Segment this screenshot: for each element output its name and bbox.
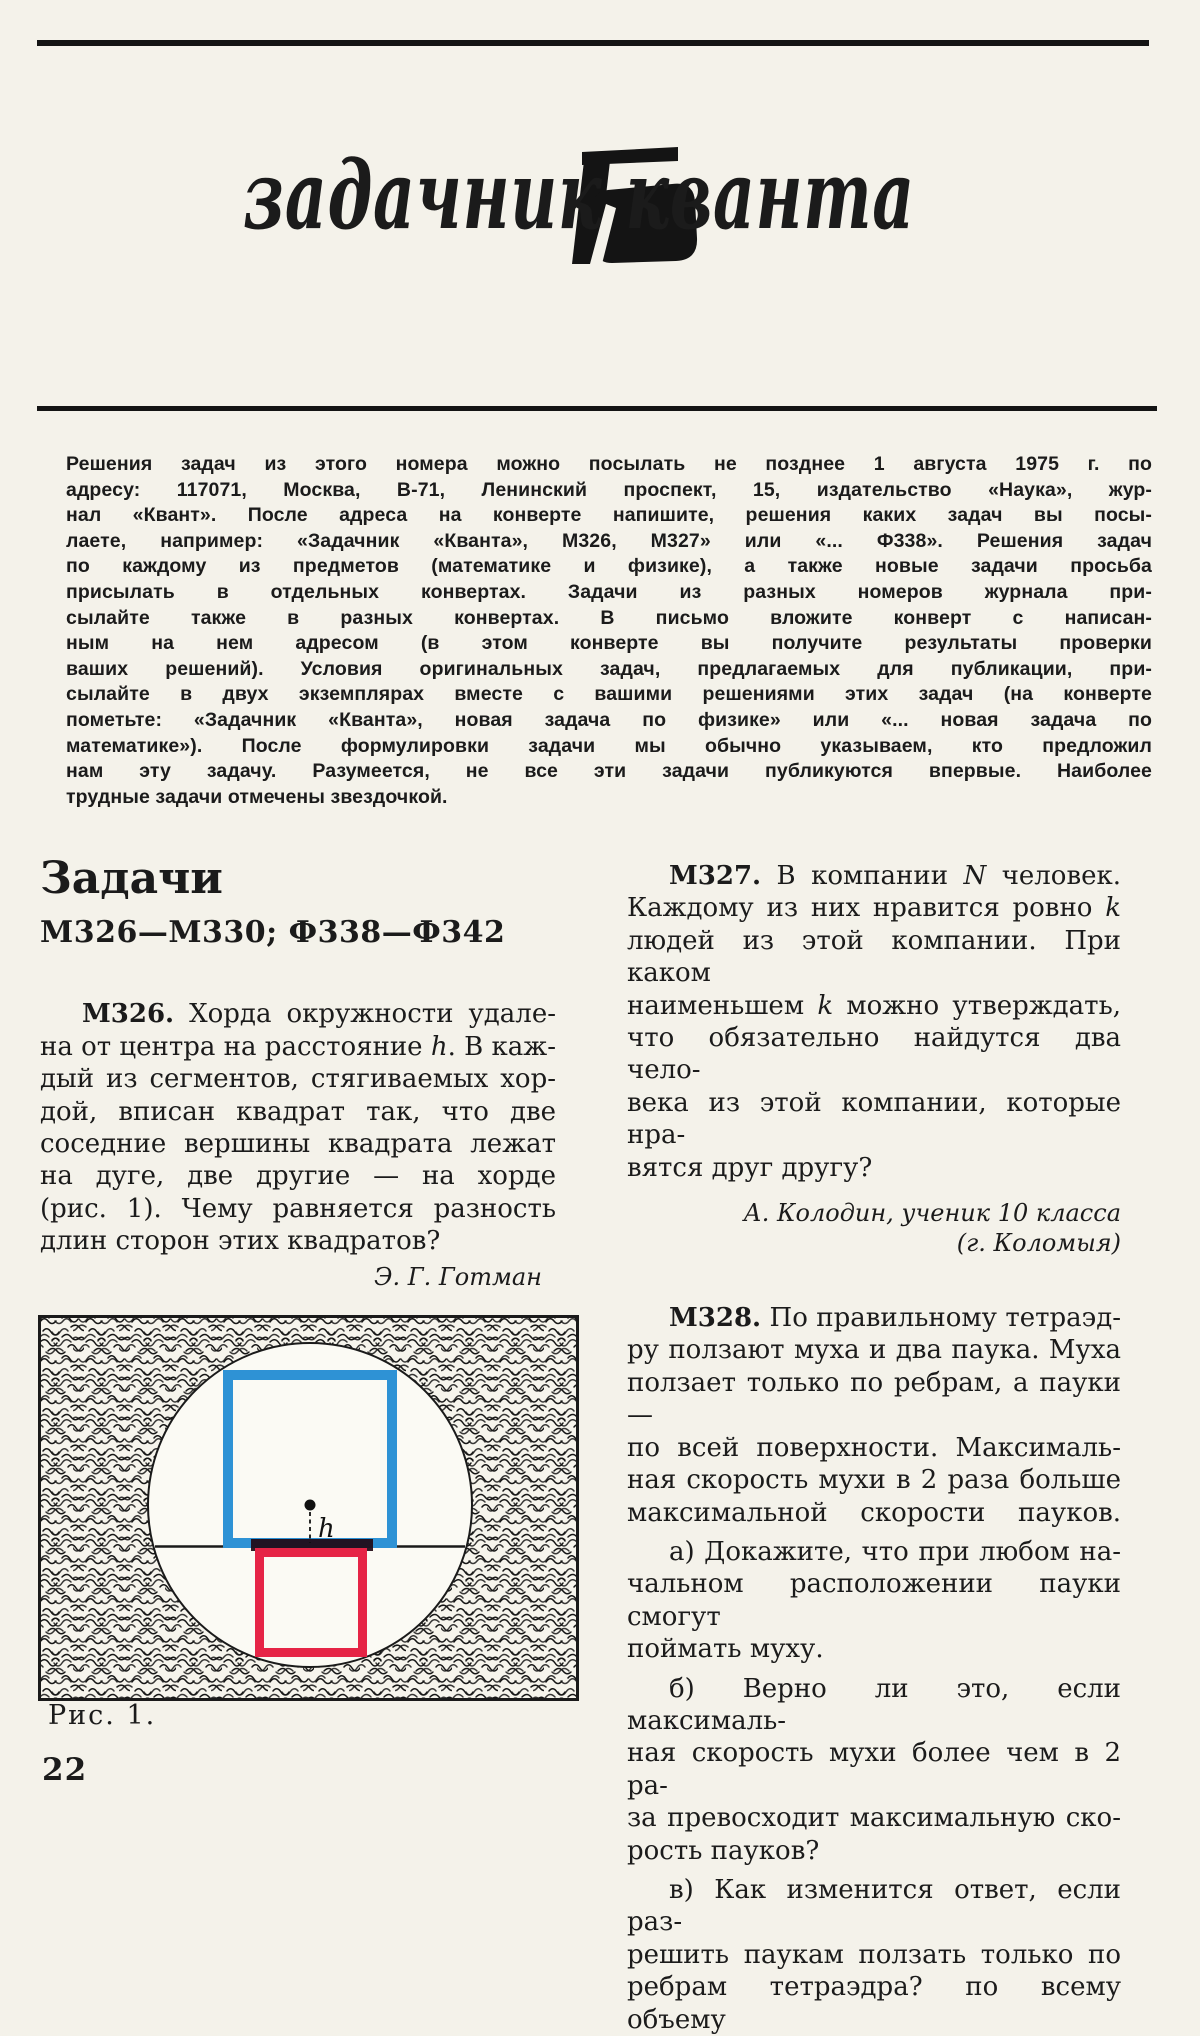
text-line: ным на нем адресом (в этом конверте вы получите результаты проверки	[66, 632, 1152, 655]
text-line: Решения задач из этого номера можно посылать не позднее 1 августа 1975 г. по	[66, 453, 1152, 475]
problems-heading: Задачи	[40, 853, 223, 904]
text-line: ная скорость мухи в 2 раза больше	[627, 1465, 1121, 1496]
text-line: что обязательно найдутся два чело-	[627, 1023, 1121, 1086]
masthead-title	[243, 140, 915, 251]
text-line: М328. По правильному тетраэд-	[669, 1303, 1121, 1334]
text-line: вятся друг другу?	[627, 1152, 873, 1183]
text-line: поймать муху.	[627, 1634, 824, 1665]
author-line: (г. Коломыя)	[956, 1229, 1121, 1258]
text-line: нал «Квант». После адреса на конверте напишите, решения каких задач вы посы-	[66, 504, 1152, 527]
text-line: дой, вписан квадрат так, что две	[40, 1096, 556, 1127]
text-line: длин сторон этих квадратов?	[40, 1226, 441, 1257]
text-line: математике»). После формулировки задачи мы обычно указываем, кто предложил	[66, 734, 1152, 757]
text-line: в) Как изменится ответ, если раз-	[627, 1874, 1121, 1938]
submission-notice	[66, 452, 1152, 810]
text-line: нам эту задачу. Разумеется, не все эти задачи публикуются впервые. Наиболее	[66, 760, 1152, 783]
text-line: М326. Хорда окружности удале-	[82, 999, 556, 1030]
text-line: ребрам тетраэдра? по всему объему	[627, 1972, 1121, 2035]
text-line: М327. В компании N человек.	[669, 861, 1121, 891]
author-line: А. Колодин, ученик 10 класса	[743, 1199, 1121, 1228]
problem-m326-author: Э. Г. Готман	[374, 1262, 542, 1291]
text-line: сылайте в двух экземплярах вместе с вашими решениями этих задач (на конверте	[66, 683, 1152, 706]
text-line: по каждому из предметов (математике и физике), а также новые задачи просьба	[66, 555, 1152, 578]
center-dot	[305, 1500, 316, 1511]
problem-m327	[627, 852, 1121, 1184]
text-line: дый из сегментов, стягиваемых хор-	[40, 1064, 556, 1095]
page-number: 22	[42, 1752, 88, 1788]
text-line: б) Верно ли это, если максималь-	[627, 1673, 1121, 1736]
h-label: h	[318, 1514, 335, 1544]
text-line: решить паукам ползать только по	[627, 1939, 1121, 1970]
problem-m327-author	[627, 1198, 1121, 1258]
section-rule	[37, 406, 1157, 411]
text-line: а) Докажите, что при любом на-	[669, 1536, 1121, 1567]
text-line: наименьшем k можно утверждать,	[627, 990, 1121, 1021]
text-line: присылать в отдельных конвертах. Задачи из разных номеров журнала при-	[66, 580, 1152, 603]
masthead-word-kvanta: кванта	[625, 140, 915, 251]
text-line: на дуге, две другие — на хорде	[40, 1161, 556, 1192]
text-line: чальном расположении пауки смогут	[627, 1569, 1121, 1632]
text-line: людей из этой компании. При каком	[627, 925, 1121, 989]
problems-range: М326—М330; Ф338—Ф342	[40, 915, 506, 951]
problem-m328-part-a	[627, 1536, 1121, 1666]
problem-m328-intro	[627, 1302, 1121, 1529]
text-line: за превосходит максимальную ско-	[627, 1803, 1121, 1834]
text-line: ползает только по ребрам, а пауки —	[627, 1367, 1121, 1431]
problem-m328-part-b	[627, 1673, 1121, 1867]
problem-m326	[40, 998, 556, 1257]
text-line: пометьте: «Задачник «Кванта», новая задача по физике» или «... новая задача по	[66, 708, 1152, 731]
figure-m326	[38, 1315, 579, 1701]
text-line: соседние вершины квадрата лежат	[40, 1129, 556, 1160]
text-line: рость пауков?	[627, 1835, 820, 1866]
text-line: (рис. 1). Чему равняется разность	[40, 1193, 556, 1224]
text-line: по всей поверхности. Максималь-	[627, 1432, 1121, 1463]
text-line: сылайте также в разных конвертах. В письмо вложите конверт с написан-	[66, 606, 1152, 629]
text-line: ру ползают муха и два паука. Муха	[627, 1335, 1121, 1366]
top-rule	[37, 40, 1149, 46]
text-line: на от центра на расстояние h. В каж-	[40, 1031, 556, 1062]
right-column	[627, 852, 1121, 2036]
text-line: ная скорость мухи более чем в 2 ра-	[627, 1738, 1121, 1801]
text-line: адресу: 117071, Москва, В-71, Ленинский проспект, 15, издательство «Наука», жур-	[66, 478, 1152, 501]
text-line: Каждому из них нравится ровно k	[627, 893, 1121, 924]
text-line: лаете, например: «Задачник «Кванта», М326, М327» или «... Ф338». Решения задач	[66, 529, 1152, 552]
masthead-word-zadachnik: задачник	[243, 140, 603, 251]
text-line: максимальной скорости пауков.	[627, 1497, 1121, 1528]
figure-caption: Рис. 1.	[48, 1700, 157, 1731]
text-line: ваших решений). Условия оригинальных задач, предлагаемых для публикации, при-	[66, 657, 1152, 680]
left-column	[40, 855, 556, 1292]
problem-m328-part-v	[627, 1874, 1121, 2036]
text-line: трудные задачи отмечены звездочкой.	[66, 785, 448, 808]
text-line: века из этой компании, которые нра-	[627, 1087, 1121, 1151]
